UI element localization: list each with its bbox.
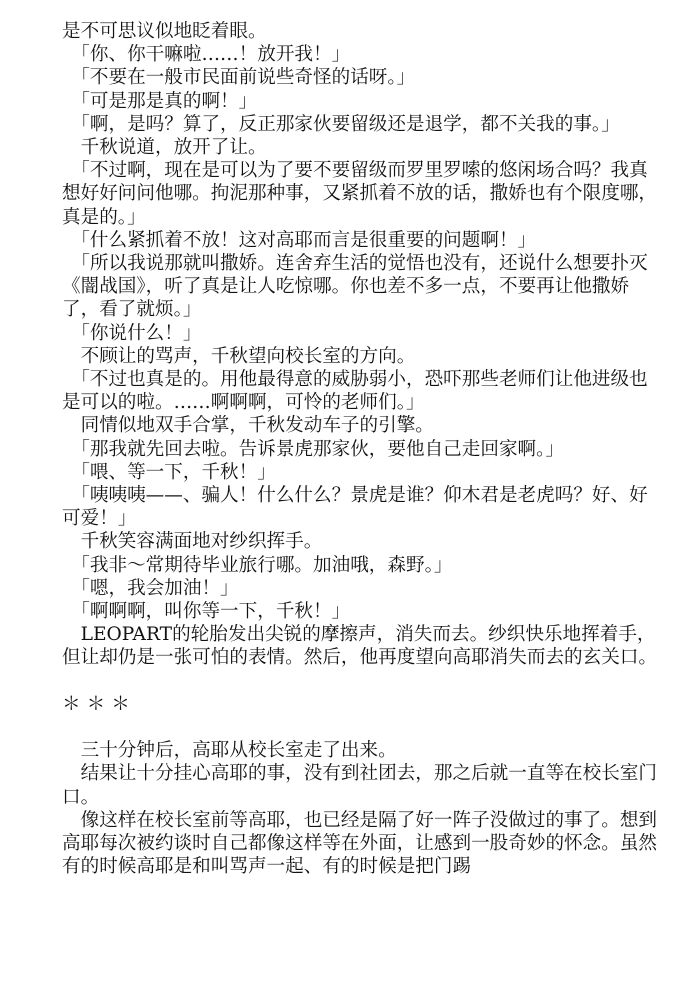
paragraph: 结果让十分挂心高耶的事，没有到社团去，那之后就一直等在校长室门口。 bbox=[62, 763, 658, 808]
paragraph: 「我非～常期待毕业旅行哪。加油哦，森野。」 bbox=[62, 554, 453, 576]
text-block-bottom bbox=[62, 739, 660, 878]
paragraph: 「所以我说那就叫撒娇。连舍弃生活的觉悟也没有，还说什么想要扑灭《闇战国》，听了真是让人吃惊哪。你也差不多一点，不要再让他撒娇了，看了就烦。」 bbox=[62, 253, 648, 321]
paragraph: 「你、你干嘛啦……！放开我！」 bbox=[62, 44, 351, 66]
paragraph: 不顾让的骂声，千秋望向校长室的方向。 bbox=[62, 345, 416, 367]
text-block-top bbox=[62, 20, 660, 670]
paragraph: 「啊啊啊，叫你等一下，千秋！」 bbox=[62, 601, 351, 623]
paragraph: 千秋笑容满面地对纱织挥手。 bbox=[62, 531, 323, 553]
paragraph: 「可是那是真的啊！」 bbox=[62, 90, 258, 112]
paragraph: 「你说什么！」 bbox=[62, 322, 202, 344]
paragraph: 「那我就先回去啦。告诉景虎那家伙，要他自己走回家啊。」 bbox=[62, 438, 565, 460]
blank-line bbox=[62, 670, 660, 693]
paragraph: 「嗯，我会加油！」 bbox=[62, 577, 239, 599]
paragraph: 「什么紧抓着不放！这对高耶而言是很重要的问题啊！」 bbox=[62, 229, 537, 251]
paragraph: 「不过也真是的。用他最得意的威胁弱小，恐吓那些老师们让他进级也是可以的啦。……啊啊啊，可怜的老师们。」 bbox=[62, 369, 648, 414]
paragraph: 同情似地双手合掌，千秋发动车子的引擎。 bbox=[62, 415, 434, 437]
paragraph: 「不过啊，现在是可以为了要不要留级而罗里罗嗦的悠闲场合吗？我真想好好问问他哪。拘泥那种事，又紧抓着不放的话，撒娇也有个限度哪，真是的。」 bbox=[62, 160, 658, 228]
section-separator: ＊＊＊ bbox=[62, 693, 136, 715]
paragraph: 「不要在一般市民面前说些奇怪的话呀。」 bbox=[62, 67, 416, 89]
blank-line bbox=[62, 716, 660, 739]
paragraph: 「咦咦咦——、骗人！什么什么？景虎是谁？仰木君是老虎吗？好、好可爱！」 bbox=[62, 485, 648, 530]
paragraph: 「喂、等一下，千秋！」 bbox=[62, 461, 276, 483]
paragraph: 千秋说道，放开了让。 bbox=[62, 137, 267, 159]
paragraph: 像这样在校长室前等高耶，也已经是隔了好一阵子没做过的事了。想到高耶每次被约谈时自己都像这样等在外面，让感到一股奇妙的怀念。虽然有的时候高耶是和叫骂声一起、有的时候是把门踢 bbox=[62, 809, 658, 878]
paragraph: 「啊，是吗？算了，反正那家伙要留级还是退学，都不关我的事。」 bbox=[62, 113, 620, 135]
paragraph: 是不可思议似地眨着眼。 bbox=[62, 21, 267, 42]
paragraph: LEOPART的轮胎发出尖锐的摩擦声，消失而去。纱织快乐地挥着手，但让却仍是一张可怕的表情。然后，他再度望向高耶消失而去的玄关口。 bbox=[62, 624, 658, 669]
paragraph: 三十分钟后，高耶从校长室走了出来。 bbox=[62, 740, 397, 762]
